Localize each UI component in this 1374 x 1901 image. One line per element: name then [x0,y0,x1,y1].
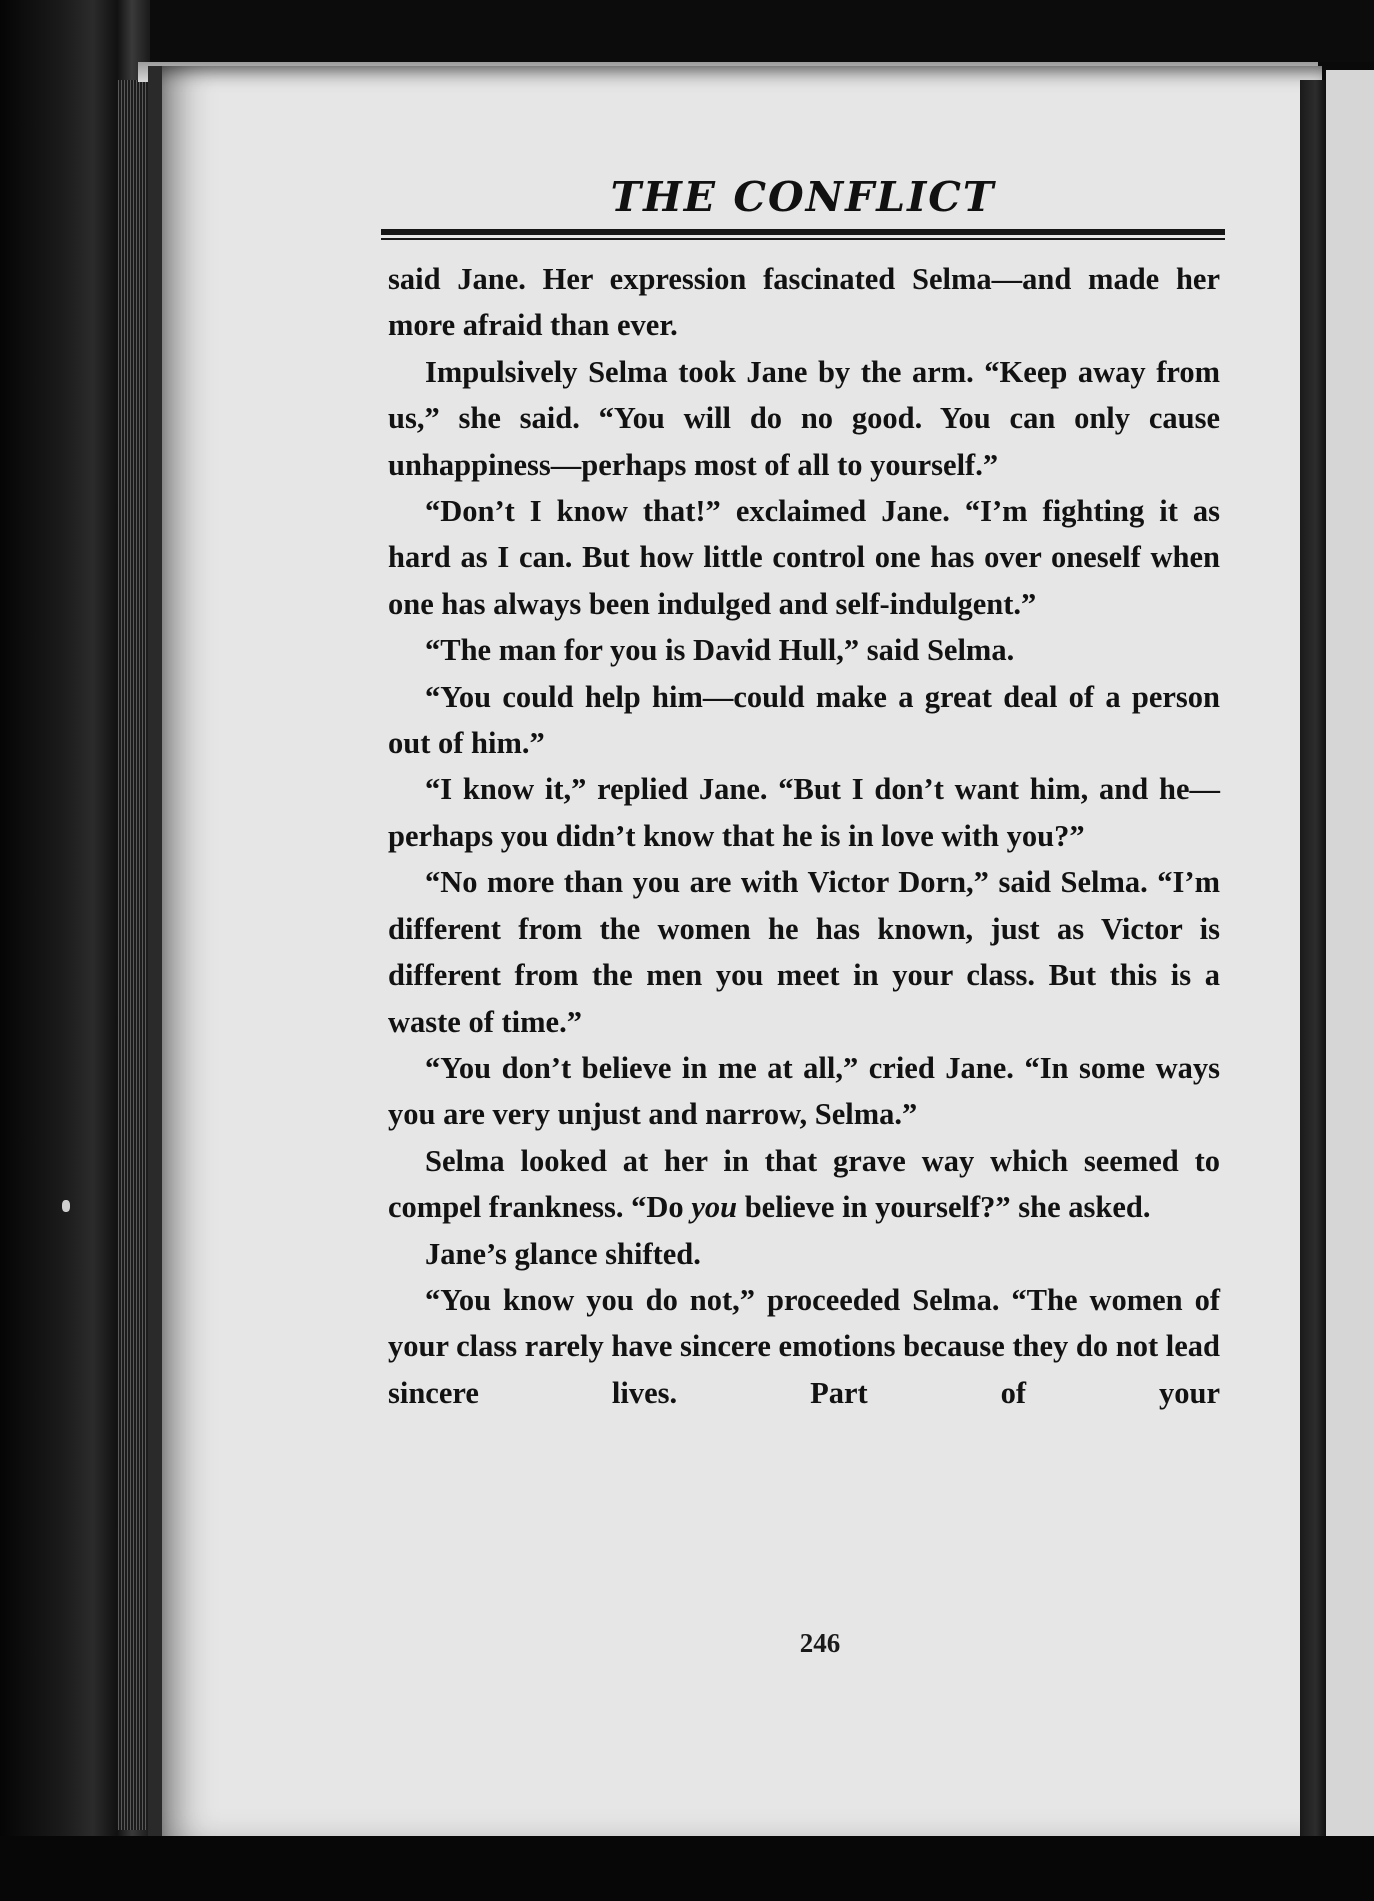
paragraph: “No more than you are with Victor Dorn,” said Selma. “I’m different from the women he has known, just as Victor is different from the men you meet in your class. But this is a waste of time.” [388,865,1220,1039]
paragraph: Impulsively Selma took Jane by the arm. “Keep away from us,” she said. “You will do no good. You can only cause unhappiness—perhaps most of all to yourself.” [388,354,1220,482]
paragraph: “You could help him—could make a great deal of a person out of him.” [388,679,1220,761]
body-text [388,256,1220,1416]
gutter-shadow-right [1300,80,1326,1840]
paragraph: “You know you do not,” proceeded Selma. “The women of your class rarely have sincere emotions because they do not lead sincere lives. Part of your [388,1282,1220,1410]
running-head: THE CONFLICT [610,173,996,221]
page-header [381,173,1225,240]
paragraph: “I know it,” replied Jane. “But I don’t want him, and he—perhaps you didn’t know that he is in love with you?” [388,772,1220,853]
paragraph: “Don’t I know that!” exclaimed Jane. “I’m fighting it as hard as I can. But how little control one has over oneself when one has always been indulged and self-indulgent.” [388,494,1220,621]
paragraph: said Jane. Her expression fascinated Selma—and made her more afraid than ever. [388,262,1220,343]
paragraph: “You don’t believe in me at all,” cried Jane. “In some ways you are very unjust and narrow, Selma.” [388,1050,1220,1132]
paragraph: “The man for you is David Hull,” said Selma. [425,633,1015,668]
scan-artifact [62,1200,70,1212]
paragraph-with-emphasis: Selma looked at her in that grave way which seemed to compel frankness. “Do you believe in yourself?” she asked. [388,1143,1220,1225]
header-rule-thin [381,238,1225,240]
paragraph: Jane’s glance shifted. [425,1236,701,1271]
facing-page-sliver [1326,70,1374,1840]
scan-bottom-border [0,1836,1374,1901]
scan-top-border [0,0,1374,62]
page-number: 246 [799,1628,841,1658]
header-rule-thick [381,229,1225,235]
emphasized-word: you [691,1190,738,1225]
